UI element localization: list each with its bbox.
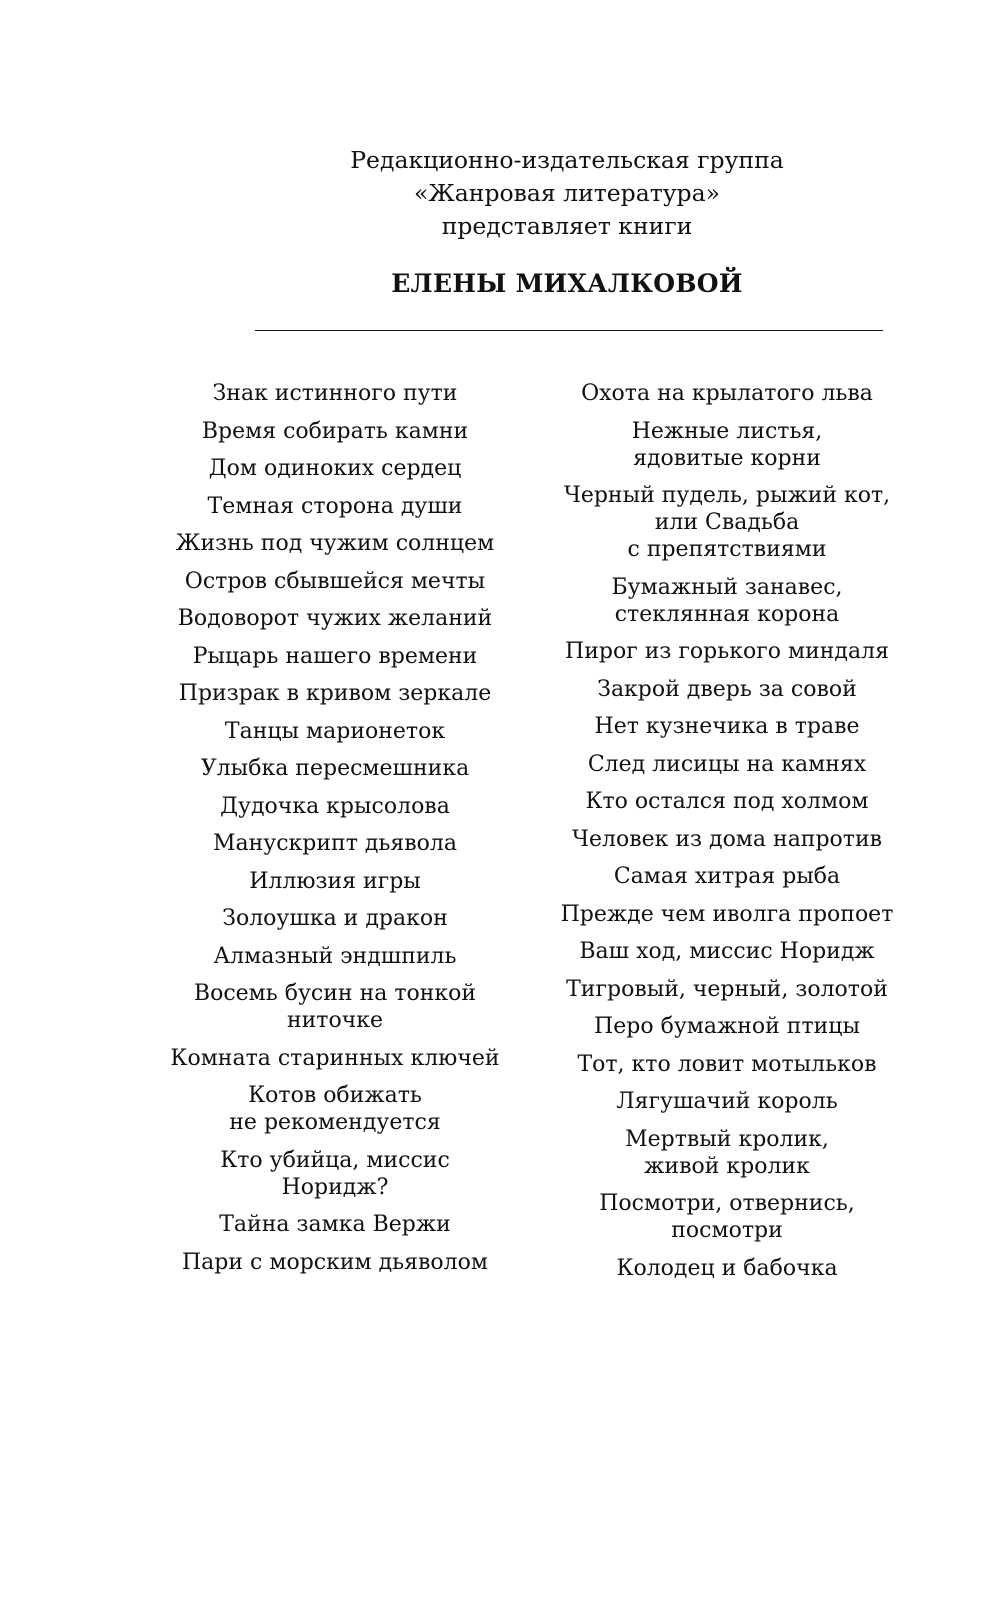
book-title: Человек из дома напротив <box>571 826 883 852</box>
book-title: Золоушка и дракон <box>222 906 448 931</box>
book-list-left <box>162 380 508 1286</box>
book-title: Жизнь под чужим солнцем <box>175 531 495 556</box>
book-title: Водоворот чужих желаний <box>177 606 493 631</box>
book-title: Рыцарь нашего времени <box>192 643 478 669</box>
book-title: Знак истинного пути <box>212 381 458 406</box>
book-title: Мертвый кролик, живой кролик <box>625 1126 829 1179</box>
book-title: Лягушачий король <box>616 1089 838 1114</box>
book-title: Тайна замка Вержи <box>219 1212 451 1237</box>
book-title: Самая хитрая рыба <box>613 864 841 889</box>
book-title: Остров сбывшейся мечты <box>184 568 486 594</box>
book-title: Котов обижать не рекомендуется <box>229 1083 441 1135</box>
book-title: Перо бумажной птицы <box>594 1014 860 1039</box>
author-name: ЕЛЕНЫ МИХАЛКОВОЙ <box>391 269 743 298</box>
book-title: Пари с морским дьяволом <box>181 1249 488 1275</box>
publisher-imprint: «Жанровая литература» <box>414 179 720 207</box>
book-title: Восемь бусин на тонкой ниточке <box>193 981 477 1033</box>
book-title: Прежде чем иволга пропоет <box>560 901 894 927</box>
book-title: Черный пудель, рыжий кот, или Свадьба с препятствиями <box>563 483 891 562</box>
book-title: Время собирать камни <box>201 418 469 444</box>
publisher-name: Редакционно-издательская группа <box>350 146 784 174</box>
book-title: Иллюзия игры <box>249 868 421 894</box>
book-title: Дом одиноких сердец <box>208 456 462 481</box>
book-title: Манускрипт дьявола <box>212 831 458 856</box>
book-title: Ваш ход, миссис Норидж <box>579 939 875 964</box>
book-title: След лисицы на камнях <box>587 751 867 777</box>
book-title: Кто убийца, миссис Норидж? <box>220 1147 450 1200</box>
book-title: Улыбка пересмешника <box>200 756 470 781</box>
book-title: Посмотри, отвернись, посмотри <box>599 1191 855 1243</box>
book-list-right <box>548 380 906 1292</box>
book-title: Призрак в кривом зеркале <box>178 681 492 706</box>
book-title: Тигровый, черный, золотой <box>566 976 888 1002</box>
book-title: Алмазный эндшпиль <box>213 943 457 969</box>
book-title: Бумажный занавес, стеклянная корона <box>611 574 843 627</box>
book-title: Кто остался под холмом <box>585 789 869 814</box>
book-title: Комната старинных ключей <box>170 1045 500 1071</box>
publisher-header <box>258 144 876 301</box>
book-title: Колодец и бабочка <box>616 1255 838 1281</box>
book-title: Нежные листья, ядовитые корни <box>631 418 823 471</box>
book-title: Танцы марионеток <box>224 718 446 744</box>
book-title: Темная сторона души <box>207 493 463 519</box>
book-title: Нет кузнечика в траве <box>594 714 860 739</box>
book-title: Пирог из горького миндаля <box>565 639 889 664</box>
book-title: Тот, кто ловит мотыльков <box>577 1051 877 1077</box>
book-title: Охота на крылатого льва <box>581 381 873 406</box>
divider-rule <box>255 330 883 331</box>
book-title: Дудочка крысолова <box>220 793 450 819</box>
presents-line: представляет книги <box>441 212 693 240</box>
book-title: Закрой дверь за совой <box>597 676 857 702</box>
